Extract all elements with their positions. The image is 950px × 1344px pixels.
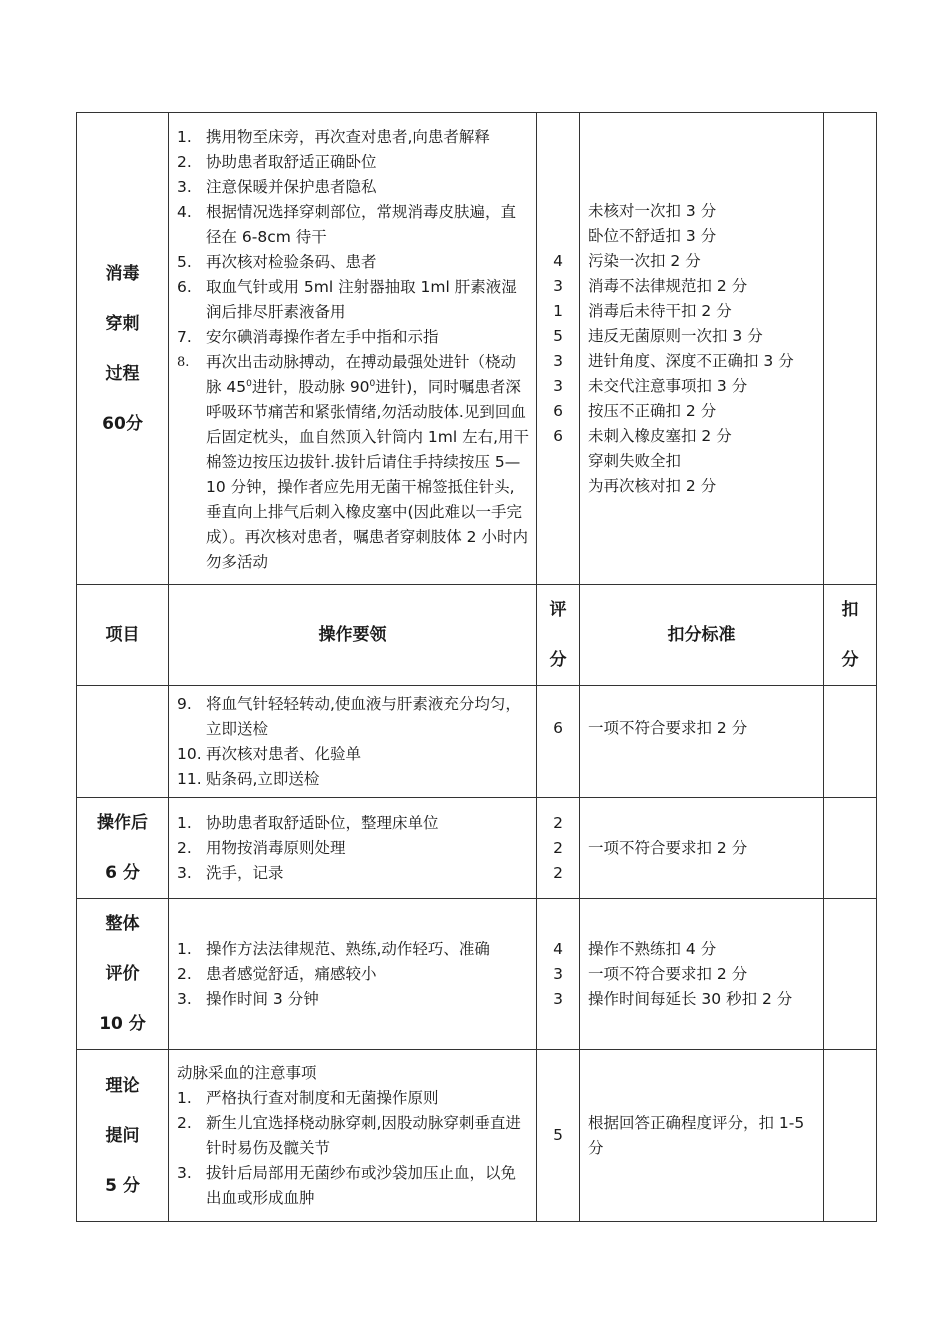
deduct-cell bbox=[824, 686, 877, 798]
score-cell: 4 3 3 bbox=[537, 899, 580, 1050]
category-line: 穿刺 bbox=[105, 313, 140, 334]
category-line: 60分 bbox=[102, 413, 143, 434]
header-deduct: 扣 分 bbox=[824, 585, 877, 686]
score-cell: 5 bbox=[537, 1050, 580, 1222]
list-item: 8. 再次出击动脉搏动，在搏动最强处进针（桡动脉 $45^0$进针，股动脉 $90^0$进针)，同时嘱患者深呼吸环节痛苦和紧张情绪,勿活动肢体.见到回血后固定枕头，血自然顶入针筒内 1ml 左右,用干棉签边按压边拔针.拔针后请住手持续按压 5—10 分钟，操作者应先用无菌干棉签抵住针头,垂直向上排气后刺入橡皮塞中(因此难以一手完成）。再次核对患者，嘱患者穿刺肢体 2 小时内勿多活动 bbox=[177, 353, 530, 571]
score-cell: 6 bbox=[537, 686, 580, 798]
list-item: 2. 协助患者取舒适正确卧位 bbox=[177, 153, 377, 171]
list-item: 2. 新生儿宜选择桡动脉穿刺,因股动脉穿刺垂直进针时易伤及髋关节 bbox=[177, 1113, 521, 1157]
score-cell: 2 2 2 bbox=[537, 798, 580, 899]
category-cell: 操作后 6 分 bbox=[77, 798, 169, 899]
list-item: 3. 操作时间 3 分钟 bbox=[177, 989, 319, 1008]
header-item: 项目 bbox=[77, 585, 169, 686]
steps-cell bbox=[169, 798, 537, 899]
list-item: 11. 贴条码,立即送检 bbox=[177, 770, 320, 788]
table-row bbox=[77, 1050, 877, 1222]
deduct-cell bbox=[824, 1050, 877, 1222]
criteria-cell: 根据回答正确程度评分，扣 1-5 分 bbox=[580, 1050, 824, 1222]
table-row bbox=[77, 113, 877, 585]
criteria-cell: 一项不符合要求扣 2 分 bbox=[580, 686, 824, 798]
steps-cell bbox=[169, 899, 537, 1050]
scoring-table bbox=[76, 112, 877, 1222]
table-row bbox=[77, 899, 877, 1050]
category-line: 过程 bbox=[105, 363, 140, 384]
steps-cell bbox=[169, 686, 537, 798]
category-line: 消毒 bbox=[105, 263, 140, 284]
score-cell: 4 3 1 5 3 3 6 6 bbox=[537, 113, 580, 585]
list-item: 5. 再次核对检验条码、患者 bbox=[177, 253, 377, 271]
list-item: 2. 患者感觉舒适，痛感较小 bbox=[177, 964, 377, 983]
criteria-cell: 未核对一次扣 3 分 卧位不舒适扣 3 分 污染一次扣 2 分 消毒不法律规范扣 2 分 消毒后未待干扣 2 分 违反无菌原则一次扣 3 分 进针角度、深度不正确扣 3 分 未交代注意事项扣 3 分 按压不正确扣 2 分 未刺入橡皮塞扣 2 分 穿刺失败全扣 为再次核对扣 2 分 bbox=[580, 113, 824, 585]
table-row bbox=[77, 798, 877, 899]
list-item: 6. 取血气针或用 5ml 注射器抽取 1ml 肝素液湿润后排尽肝素液备用 bbox=[177, 278, 517, 321]
list-item: 3. 洗手，记录 bbox=[177, 863, 284, 882]
category-cell: 理论 提问 5 分 bbox=[77, 1050, 169, 1222]
list-item: 2. 用物按消毒原则处理 bbox=[177, 838, 346, 857]
header-criteria: 扣分标准 bbox=[580, 585, 824, 686]
table-row bbox=[77, 686, 877, 798]
list-item: 9. 将血气针轻轻转动,使血液与肝素液充分均匀，立即送检 bbox=[177, 695, 521, 738]
category-cell: 整体 评价 10 分 bbox=[77, 899, 169, 1050]
deduct-cell bbox=[824, 113, 877, 585]
steps-cell bbox=[169, 113, 537, 585]
list-item: 1. 严格执行查对制度和无菌操作原则 bbox=[177, 1088, 439, 1107]
list-item: 3. 拔针后局部用无菌纱布或沙袋加压止血，以免出血或形成血肿 bbox=[177, 1163, 517, 1207]
steps-cell bbox=[169, 1050, 537, 1222]
list-item: 3. 注意保暖并保护患者隐私 bbox=[177, 178, 377, 196]
header-score: 评 分 bbox=[537, 585, 580, 686]
header-row bbox=[77, 585, 877, 686]
list-item: 1. 操作方法法律规范、熟练,动作轻巧、准确 bbox=[177, 939, 490, 958]
section-intro: 动脉采血的注意事项 bbox=[177, 1063, 317, 1082]
list-item: 10. 再次核对患者、化验单 bbox=[177, 745, 362, 763]
list-item: 7. 安尔碘消毒操作者左手中指和示指 bbox=[177, 328, 439, 346]
list-item: 1. 协助患者取舒适卧位，整理床单位 bbox=[177, 813, 439, 832]
deduct-cell bbox=[824, 899, 877, 1050]
category-cell bbox=[77, 686, 169, 798]
category-cell bbox=[77, 113, 169, 585]
criteria-cell: 操作不熟练扣 4 分 一项不符合要求扣 2 分 操作时间每延长 30 秒扣 2 分 bbox=[580, 899, 824, 1050]
header-key-points: 操作要领 bbox=[169, 585, 537, 686]
deduct-cell bbox=[824, 798, 877, 899]
list-item: 1. 携用物至床旁，再次查对患者,向患者解释 bbox=[177, 128, 490, 146]
criteria-cell: 一项不符合要求扣 2 分 bbox=[580, 798, 824, 899]
list-item: 4. 根据情况选择穿刺部位，常规消毒皮肤遍，直径在 6-8cm 待干 bbox=[177, 203, 517, 246]
